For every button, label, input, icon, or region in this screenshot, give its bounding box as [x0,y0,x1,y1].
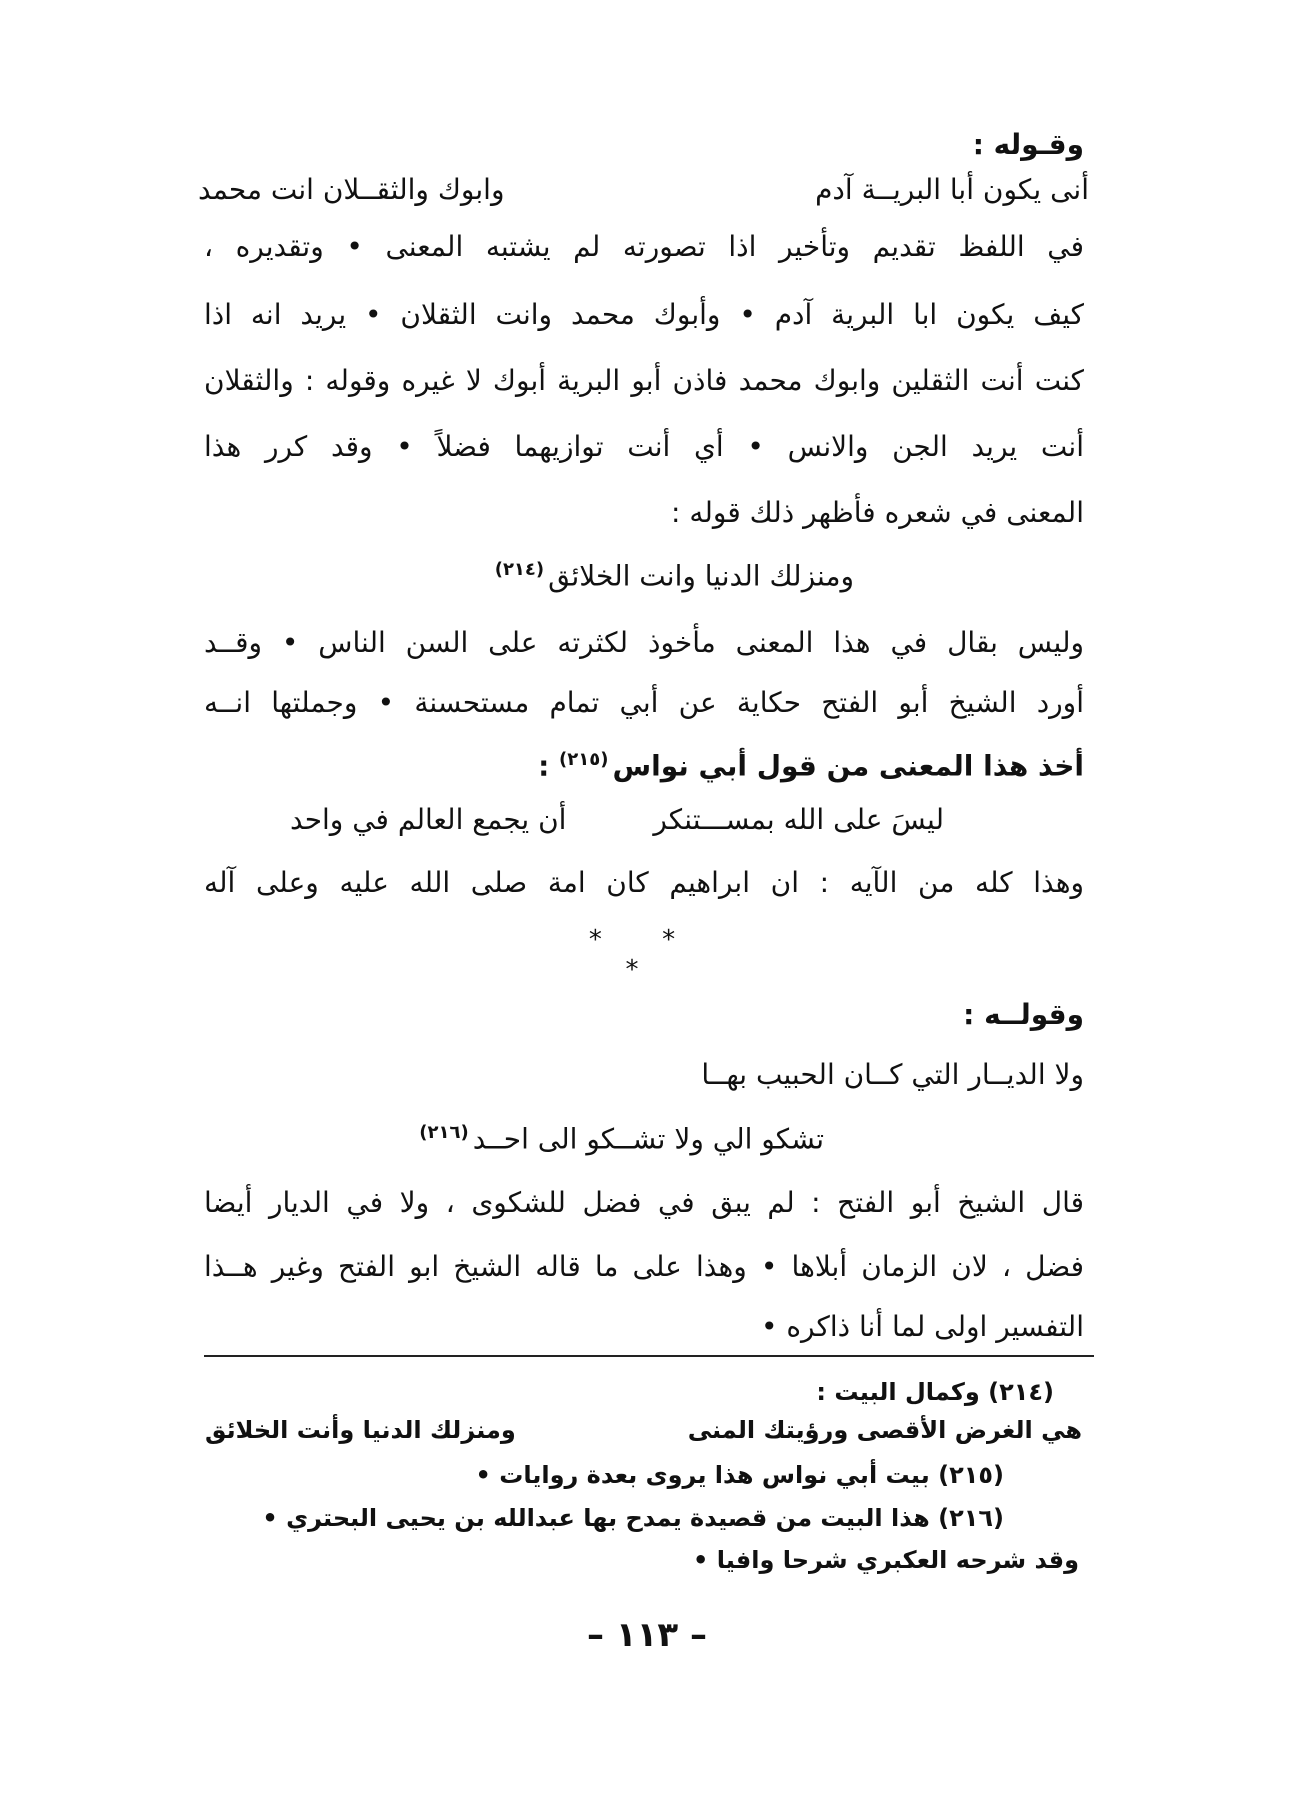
verse-2-text: ومنزلك الدنيا وانت الخلائق [548,559,854,593]
intro-qawluhu-1: وقـوله : [972,128,1084,161]
footnote-separator [204,1355,1094,1357]
paragraph-4-line-2: فضل ، لان الزمان أبلاها • وهذا على ما قاله الشيخ ابو الفتح وغير هــذا [204,1250,1084,1283]
paragraph-2-colon: : [538,749,550,783]
paragraph-1-line-3: كنت أنت الثقلين وابوك محمد فاذن أبو البرية أبوك لا غيره وقوله : والثقلان [204,364,1084,397]
paragraph-1-line-4: أنت يريد الجن والانس • أي أنت توازيهما فضلاً • وقد كرر هذا [204,430,1084,463]
footnote-216: (٢١٦) هذا البيت من قصيدة يمدح بها عبدالله بن يحيى البحتري • [262,1504,1004,1532]
footnote-214-heading: (٢١٤) وكمال البيت : [816,1378,1054,1406]
paragraph-2-line-2: أورد الشيخ أبو الفتح حكاية عن أبي تمام مستحسنة • وجملتها انــه [204,686,1084,719]
intro-qawluhu-2: وقولــه : [963,998,1084,1031]
footnote-ref-216: (٢١٦) [419,1122,469,1143]
verse-1-second-hemistich: وابوك والثقــلان انت محمد [198,173,505,206]
verse-2 [495,545,854,601]
footnote-ref-215: (٢١٥) [559,749,609,770]
page-number: – ١١٣ – [587,1615,707,1655]
paragraph-2-line-3 [204,735,1084,791]
verse-4-second-text: تشكو الي ولا تشــكو الى احــد [472,1122,824,1156]
section-divider-stars: * * * [588,925,702,985]
verse-3-first-hemistich: ليسَ على الله بمســـتنكر [653,803,944,836]
paragraph-4-line-1: قال الشيخ أبو الفتح : لم يبق في فضل للشكوى ، ولا في الديار أيضا [204,1186,1084,1219]
paragraph-2-line-3-text: أخذ هذا المعنى من قول أبي نواس [612,749,1084,783]
verse-3-second-hemistich: أن يجمع العالم في واحد [290,803,567,836]
paragraph-4-line-3: التفسير اولى لما أنا ذاكره • [760,1310,1084,1343]
footnote-ref-214: (٢١٤) [494,559,545,580]
verse-4-second-hemistich [419,1108,824,1164]
paragraph-2-line-1: وليس بقال في هذا المعنى مأخوذ لكثرته على السن الناس • وقــد [204,626,1084,659]
verse-1-first-hemistich: أنى يكون أبا البريــة آدم [815,173,1089,206]
footnote-215: (٢١٥) بيت أبي نواس هذا يروى بعدة روايات • [475,1461,1004,1489]
paragraph-1-line-2: كيف يكون ابا البرية آدم • وأبوك محمد وانت الثقلان • يريد انه اذا [204,298,1084,331]
footnote-216-continuation: وقد شرحه العكبري شرحا وافيا • [693,1546,1079,1574]
paragraph-3: وهذا كله من الآيه : ان ابراهيم كان امة صلى الله عليه وعلى آله [204,866,1084,899]
paragraph-1-line-5: المعنى في شعره فأظهر ذلك قوله : [671,496,1084,529]
paragraph-1-line-1: في اللفظ تقديم وتأخير اذا تصورته لم يشتبه المعنى • وتقديره ، [204,230,1084,263]
footnote-214-verse-second: ومنزلك الدنيا وأنت الخلائق [205,1416,516,1444]
verse-4-first-hemistich: ولا الديــار التي كــان الحبيب بهــا [701,1058,1084,1091]
footnote-214-verse-first: هي الغرض الأقصى ورؤيتك المنى [687,1416,1082,1444]
